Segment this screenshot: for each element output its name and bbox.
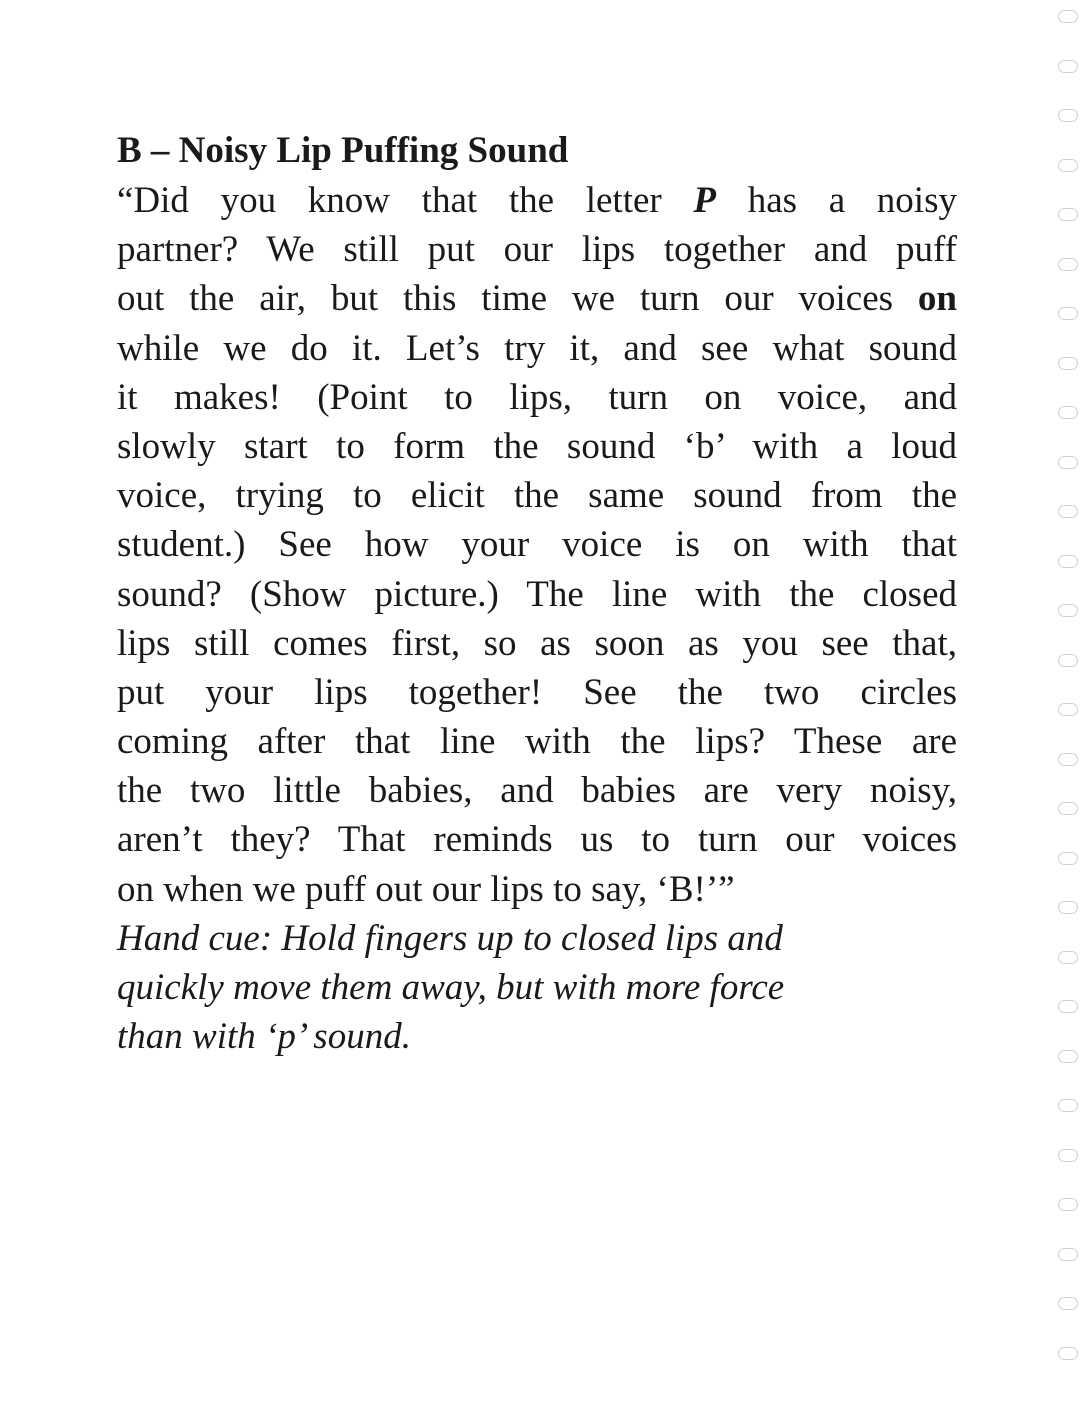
binding-hole xyxy=(1058,1347,1078,1360)
body-line: student.) See how your voice is on with that xyxy=(117,524,957,566)
binding-hole xyxy=(1058,1050,1078,1063)
body-line xyxy=(117,176,957,225)
body-line: put your lips together! See the two circles xyxy=(117,671,957,713)
spiral-binding-holes xyxy=(1058,0,1082,1408)
binding-hole xyxy=(1058,852,1078,865)
body-line: coming after that line with the lips? These are xyxy=(117,721,957,763)
section-heading: B – Noisy Lip Puffing Sound xyxy=(117,130,569,171)
binding-hole xyxy=(1058,901,1078,914)
letter-p-emphasis: P xyxy=(693,180,717,221)
text-block xyxy=(117,126,957,1061)
binding-hole xyxy=(1058,456,1078,469)
binding-hole xyxy=(1058,357,1078,370)
binding-hole xyxy=(1058,604,1078,617)
body-line: sound? (Show picture.) The line with the closed xyxy=(117,573,957,615)
hand-cue-line: than with ‘p’ sound. xyxy=(117,1016,411,1058)
on-emphasis: on xyxy=(917,278,957,320)
body-line: aren’t they? That reminds us to turn our voices xyxy=(117,819,957,861)
binding-hole xyxy=(1058,1248,1078,1261)
binding-hole xyxy=(1058,258,1078,271)
binding-hole xyxy=(1058,802,1078,815)
binding-hole xyxy=(1058,1198,1078,1211)
binding-hole xyxy=(1058,406,1078,419)
body-line: the two little babies, and babies are very noisy, xyxy=(117,770,957,812)
body-line: partner? We still put our lips together and puff xyxy=(117,229,957,271)
body-line: it makes! (Point to lips, turn on voice, and xyxy=(117,376,957,418)
hand-cue-line: Hand cue: Hold fingers up to closed lips and xyxy=(117,917,783,959)
binding-hole xyxy=(1058,505,1078,518)
binding-hole xyxy=(1058,10,1078,23)
binding-hole xyxy=(1058,109,1078,122)
binding-hole xyxy=(1058,703,1078,716)
body-line xyxy=(117,274,957,323)
binding-hole xyxy=(1058,753,1078,766)
binding-hole xyxy=(1058,159,1078,172)
body-line: while we do it. Let’s try it, and see what sound xyxy=(117,327,957,369)
binding-hole xyxy=(1058,555,1078,568)
binding-hole xyxy=(1058,208,1078,221)
body-line: on when we puff out our lips to say, ‘B!’” xyxy=(117,868,735,910)
body-line: voice, trying to elicit the same sound from the xyxy=(117,475,957,517)
binding-hole xyxy=(1058,1149,1078,1162)
text-span: out the air, but this time we turn our voices xyxy=(117,278,918,320)
binding-hole xyxy=(1058,1000,1078,1013)
binding-hole xyxy=(1058,60,1078,73)
binding-hole xyxy=(1058,1099,1078,1112)
body-line: lips still comes first, so as soon as you see that, xyxy=(117,622,957,664)
binding-hole xyxy=(1058,307,1078,320)
hand-cue-line: quickly move them away, but with more force xyxy=(117,967,785,1008)
binding-hole xyxy=(1058,654,1078,667)
binding-hole xyxy=(1058,1297,1078,1310)
text-span: “Did you know that the letter xyxy=(117,180,694,221)
text-span: has a noisy xyxy=(716,180,957,221)
binding-hole xyxy=(1058,951,1078,964)
body-line: slowly start to form the sound ‘b’ with a loud xyxy=(117,425,957,467)
